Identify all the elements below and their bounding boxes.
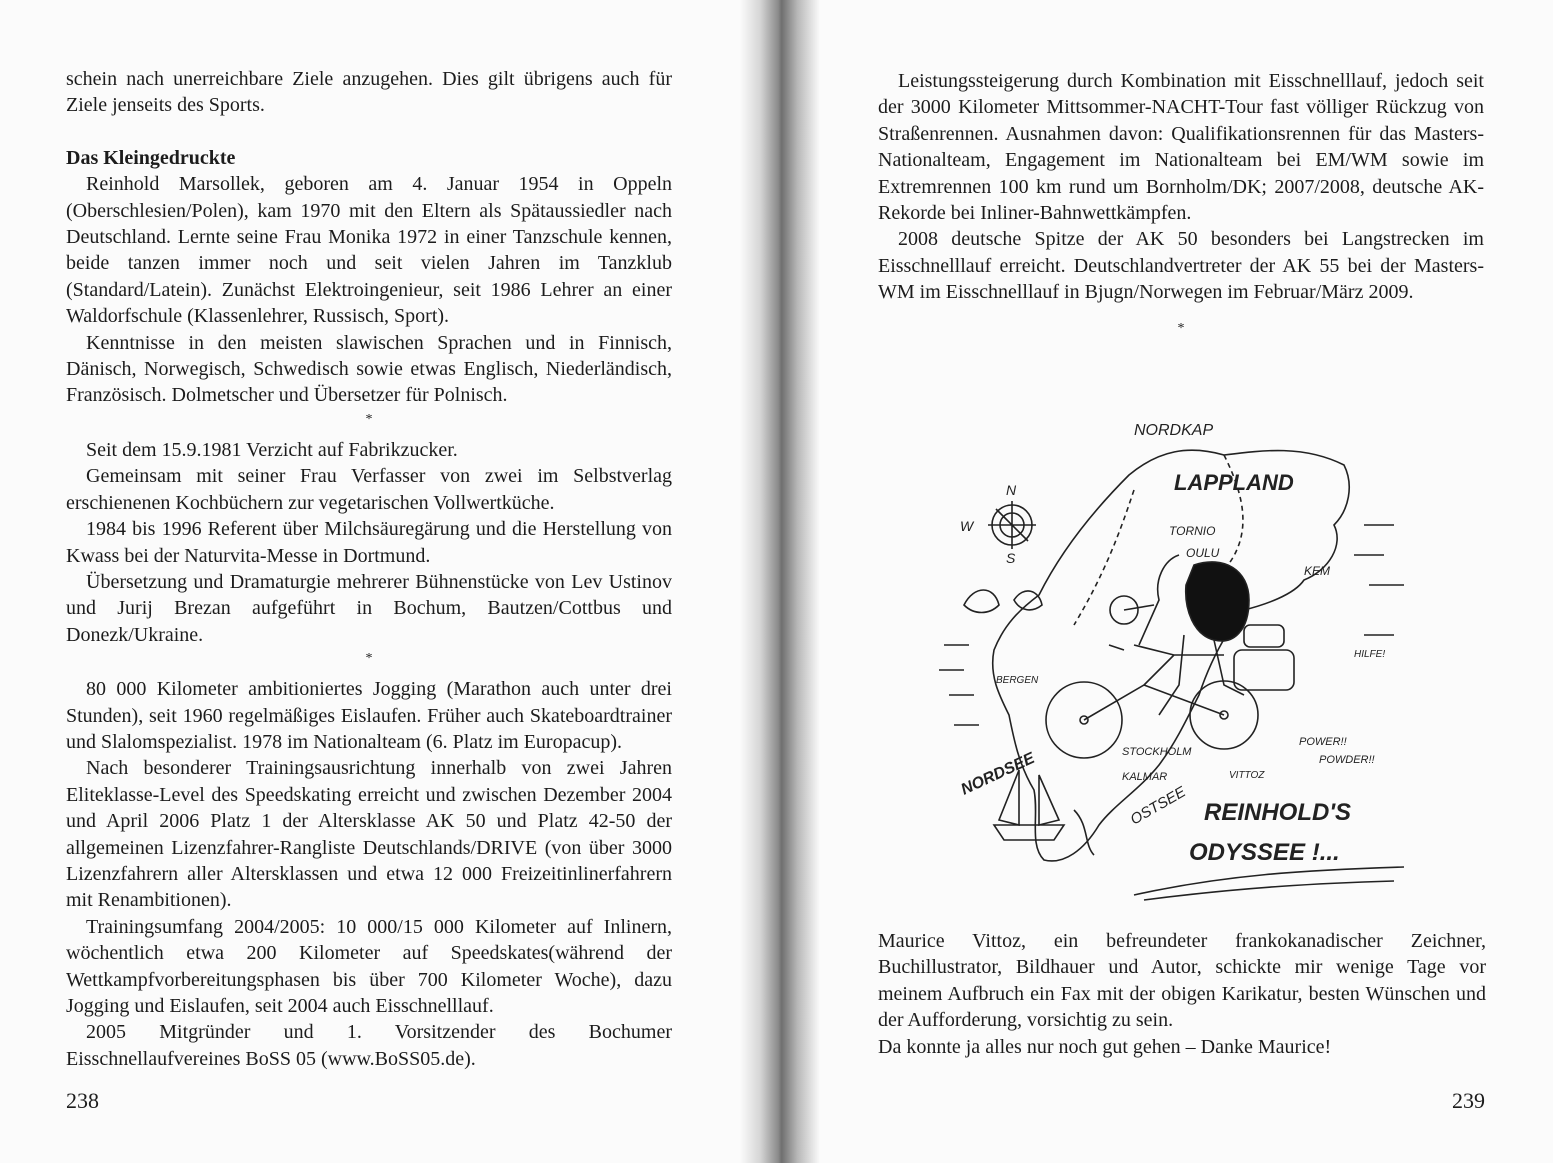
- paragraph-training: Trainingsumfang 2004/2005: 10 000/15 000 Kilometer auf Inlinern, wöchentlich etwa 200 Kilometer auf Speedskates(während der Wettkampfvorbereitungsphasen bis über 700 Kilometer Woche), dazu Jogging und Eislaufen, seit 2004 auch Eisschnelllauf.: [66, 915, 672, 1017]
- page-number-right: 239: [1452, 1088, 1485, 1113]
- label-nordkap: NORDKAP: [1134, 422, 1214, 439]
- label-vittoz: VITTOZ: [1229, 770, 1265, 781]
- label-powder: POWDER!!: [1319, 754, 1375, 766]
- caption-closing-line: Da konnte ja alles nur noch gut gehen – Danke Maurice!: [878, 1035, 1332, 1058]
- label-kem: KEM: [1304, 564, 1331, 578]
- cartoon-caption: [878, 928, 1486, 1060]
- paragraph-biography: Reinhold Marsollek, geboren am 4. Januar 1954 in Oppeln (Oberschlesien/Polen), kam 1970 mit den Eltern als Spätaussiedler nach Deutschland. Lernte seine Frau Monika 1972 in einer Tanzschule kennen, beide tanzen immer noch und seit vielen Jahren im Tanzklub (Standard/Latein). Zunächst Elektroingenieur, seit 1986 Lehrer an einer Waldorfschule (Klassenlehrer, Russisch, Sport).: [66, 173, 672, 328]
- book-gutter: [740, 0, 820, 1163]
- whale-icon: [964, 590, 999, 613]
- label-hilfe: HILFE!: [1354, 649, 1386, 660]
- paragraph-jogging: 80 000 Kilometer ambitioniertes Jogging (Marathon auch unter drei Stunden), seit 1960 regelmäßiges Eislaufen. Früher auch Skateboardtrainer und Slalomspezialist. 1978 im Nationalteam (6. Platz im Europacup).: [66, 678, 672, 753]
- cyclist-drawing: [1046, 555, 1294, 758]
- compass-label-w: W: [960, 518, 974, 534]
- cartoon-title-line-2: ODYSSEE !...: [1189, 839, 1340, 866]
- paragraph-languages: Kenntnisse in den meisten slawischen Sprachen und in Finnisch, Dänisch, Norwegisch, Schwedisch sowie etwas Englisch, Niederländisch, Französisch. Dolmetscher und Übersetzer für Polnisch.: [66, 331, 672, 407]
- section-divider-star: *: [1177, 320, 1185, 336]
- paragraph-referent: 1984 bis 1996 Referent über Milchsäuregärung und die Herstellung von Kwass bei der Naturvita-Messe in Dortmund.: [66, 518, 672, 567]
- whale-icon: [1014, 591, 1042, 610]
- label-tornio: TORNIO: [1169, 524, 1216, 538]
- paragraph-speedskating: Nach besonderer Trainingsausrichtung innerhalb von zwei Jahren Eliteklasse-Level des Speedskating erreicht und zwischen Dezember 2004 und April 2006 Platz 1 der Altersklasse AK 50 und Platz 42-50 der allgemeinen Lizenzfahrer-Rangliste Deutschlands/DRIVE (von über 3000 Lizenzfahrern aller Altersklassen und etwa 12 000 Freizeitinlinerfahrern mit Renambitionen).: [66, 757, 672, 912]
- compass-label-n: N: [1006, 482, 1017, 498]
- label-oulu: OULU: [1186, 546, 1220, 560]
- page-number-left: 238: [66, 1088, 99, 1113]
- paragraph-performance: Leistungssteigerung durch Kombination mit Eisschnelllauf, jedoch seit der 3000 Kilometer Mittsommer-NACHT-Tour fast völliger Rückzug von Straßenrennen. Ausnahmen davon: Qualifikationsrennen für das Masters-Nationalteam, Engagement im Nationalteam bei EM/WM sowie im Extremrennen 100 km rund um Bornholm/DK; 2007/2008, deutsche AK-Rekorde bei Inliner-Bahnwettkämpfen.: [878, 70, 1484, 225]
- section-divider-star: *: [365, 411, 373, 427]
- intro-paragraph: schein nach unerreichbare Ziele anzugehen. Dies gilt übrigens auch für Ziele jenseits des Sports.: [66, 68, 672, 117]
- paragraph-2008: 2008 deutsche Spitze der AK 50 besonders bei Langstrecken im Eisschnelllauf erreicht. Deutschlandvertreter der AK 55 bei der Masters-WM im Eisschnelllauf in Bjugn/Norwegen im Februar/März 2009.: [878, 228, 1484, 304]
- cartoon-title-line-1: REINHOLD'S: [1204, 799, 1352, 826]
- paragraph-sugar: Seit dem 15.9.1981 Verzicht auf Fabrikzucker.: [86, 438, 458, 461]
- paragraph-club: 2005 Mitgründer und 1. Vorsitzender des Bochumer Eisschnellaufvereines BoSS 05 (www.BoSS05.de).: [66, 1021, 672, 1070]
- caption-paragraph: Maurice Vittoz, ein befreundeter frankokanadischer Zeichner, Buchillustrator, Bildhauer und Autor, schickte mir wenige Tage vor meinem Aufbruch ein Fax mit der obigen Karikatur, besten Wünschen und der Aufforderung, vorsichtig zu sein.: [878, 930, 1486, 1032]
- left-page-text: [66, 66, 672, 1072]
- label-ostsee: OSTSEE: [1127, 783, 1189, 829]
- paragraph-translation: Übersetzung und Dramaturgie mehrerer Bühnenstücke von Lev Ustinov und Jurij Brezan aufgeführt in Bochum, Bautzen/Cottbus und Donezk/Ukraine.: [66, 570, 672, 646]
- section-divider-star: *: [365, 651, 373, 667]
- label-kalmar: KALMAR: [1122, 771, 1168, 783]
- right-page-text: [878, 68, 1484, 346]
- paragraph-cookbooks: Gemeinsam mit seiner Frau Verfasser von zwei im Selbstverlag erschienenen Kochbüchern zur vegetarischen Vollwertküche.: [66, 465, 672, 514]
- label-lappland: LAPPLAND: [1174, 470, 1294, 495]
- label-power: POWER!!: [1299, 736, 1347, 748]
- cartoon-illustration: [924, 395, 1424, 910]
- label-stockholm: STOCKHOLM: [1122, 746, 1192, 758]
- compass-icon: [988, 501, 1036, 549]
- label-nordsee: NORDSEE: [958, 749, 1038, 799]
- compass-label-s: S: [1006, 550, 1016, 566]
- label-bergen: BERGEN: [996, 675, 1039, 686]
- section-heading: Das Kleingedruckte: [66, 146, 236, 169]
